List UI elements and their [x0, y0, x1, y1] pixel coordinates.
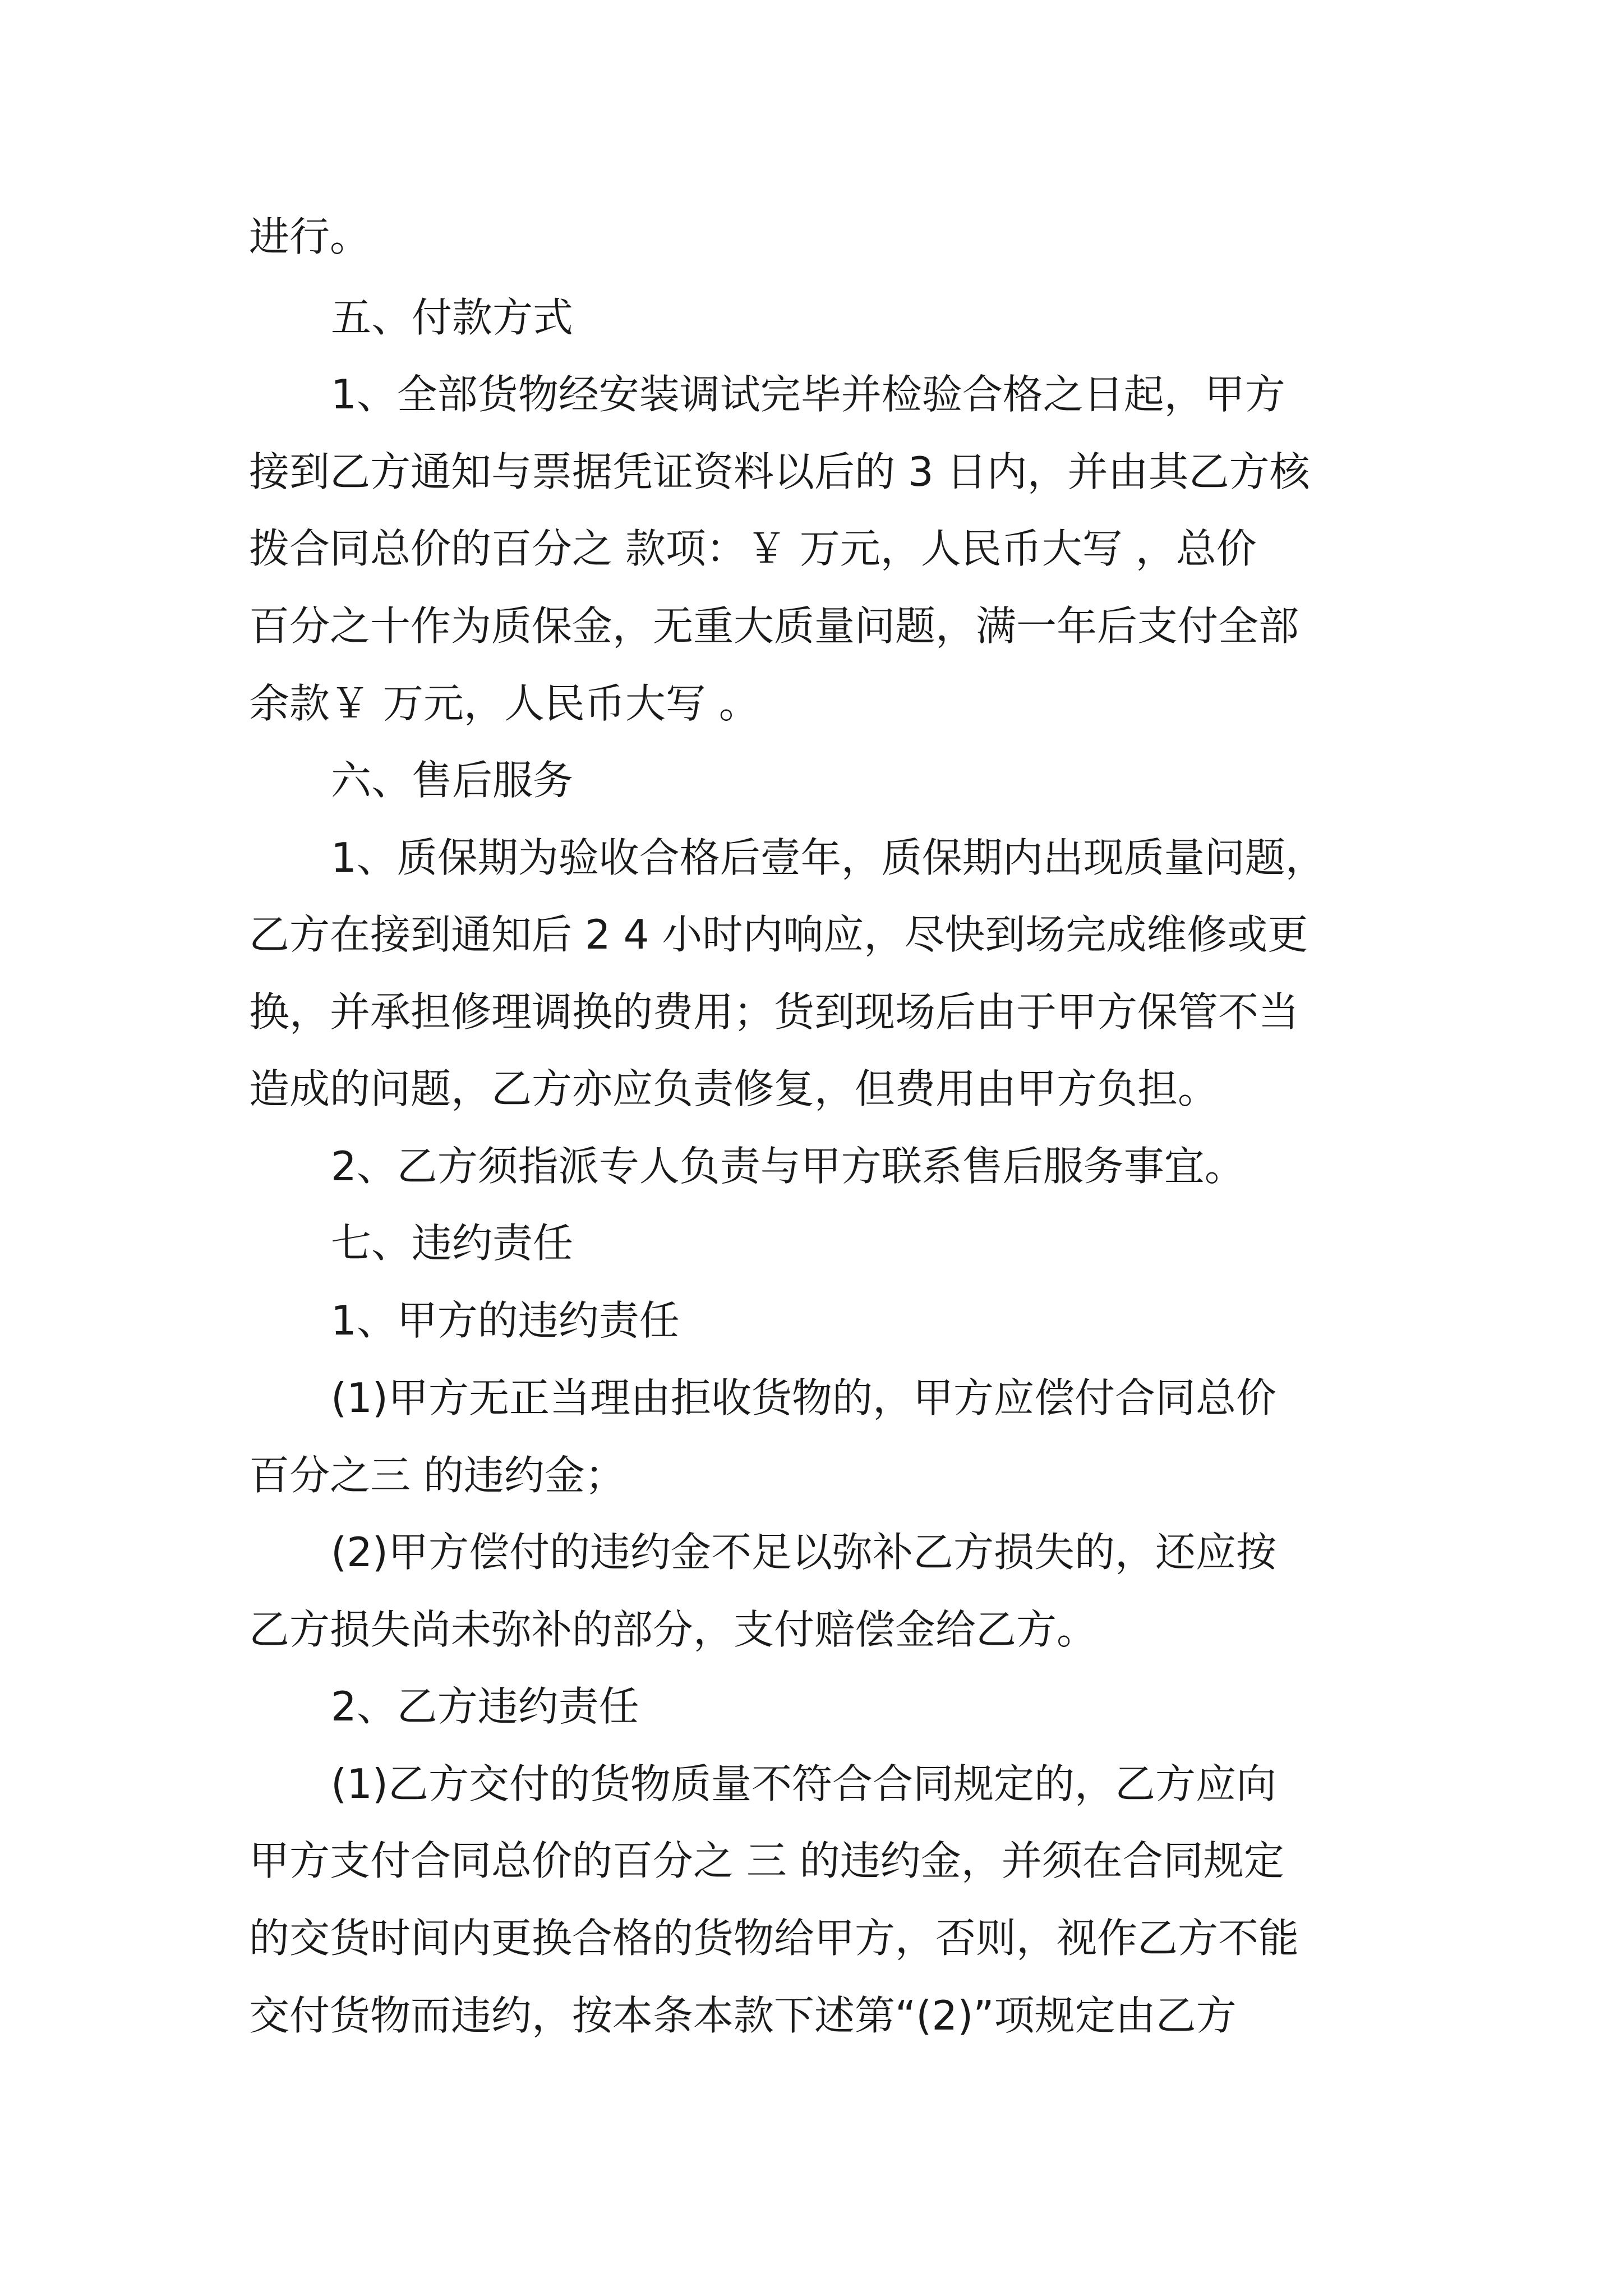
subsection-heading: 2、乙方违约责任	[331, 1683, 639, 1730]
section-heading: 五、付款方式	[331, 294, 574, 341]
text-line: 百分之十作为质保金，无重大质量问题，满一年后支付全部	[249, 602, 1299, 650]
subsection-heading: 1、甲方的违约责任	[331, 1297, 680, 1344]
text-line: 接到乙方通知与票据凭证资料以后的 3 日内，并由其乙方核	[249, 448, 1310, 495]
text-line: 乙方在接到通知后 2 4 小时内响应，尽快到场完成维修或更	[249, 911, 1308, 958]
text-line: (1)乙方交付的货物质量不符合合同规定的，乙方应向	[331, 1760, 1276, 1807]
section-heading: 七、违约责任	[331, 1220, 574, 1267]
text-line: 交付货物而违约，按本条本款下述第“(2)”项规定由乙方	[249, 1992, 1237, 2039]
text-line: 进行。	[249, 213, 371, 260]
text-line: 余款￥ 万元，人民币大写 。	[249, 680, 759, 727]
text-line: 1、质保期为验收合格后壹年，质保期内出现质量问题，	[331, 834, 1326, 881]
text-line: 拨合同总价的百分之 款项：￥ 万元，人民币大写 ，总价	[249, 525, 1257, 572]
text-line: (2)甲方偿付的违约金不足以弥补乙方损失的，还应按	[331, 1529, 1276, 1576]
text-line: 换，并承担修理调换的费用；货到现场后由于甲方保管不当	[249, 988, 1299, 1036]
text-line: 2、乙方须指派专人负责与甲方联系售后服务事宜。	[331, 1143, 1245, 1190]
section-heading: 六、售后服务	[331, 757, 574, 804]
text-line: 造成的问题，乙方亦应负责修复，但费用由甲方负担。	[249, 1065, 1219, 1112]
text-line: 乙方损失尚未弥补的部分，支付赔偿金给乙方。	[249, 1606, 1098, 1653]
text-line: 的交货时间内更换合格的货物给甲方，否则，视作乙方不能	[249, 1915, 1299, 1962]
text-line: 百分之三 的违约金；	[249, 1452, 625, 1499]
text-line: 1、全部货物经安装调试完毕并检验合格之日起，甲方	[331, 371, 1285, 418]
text-line: (1)甲方无正当理由拒收货物的，甲方应偿付合同总价	[331, 1374, 1276, 1421]
text-line: 甲方支付合同总价的百分之 三 的违约金，并须在合同规定	[249, 1837, 1284, 1884]
